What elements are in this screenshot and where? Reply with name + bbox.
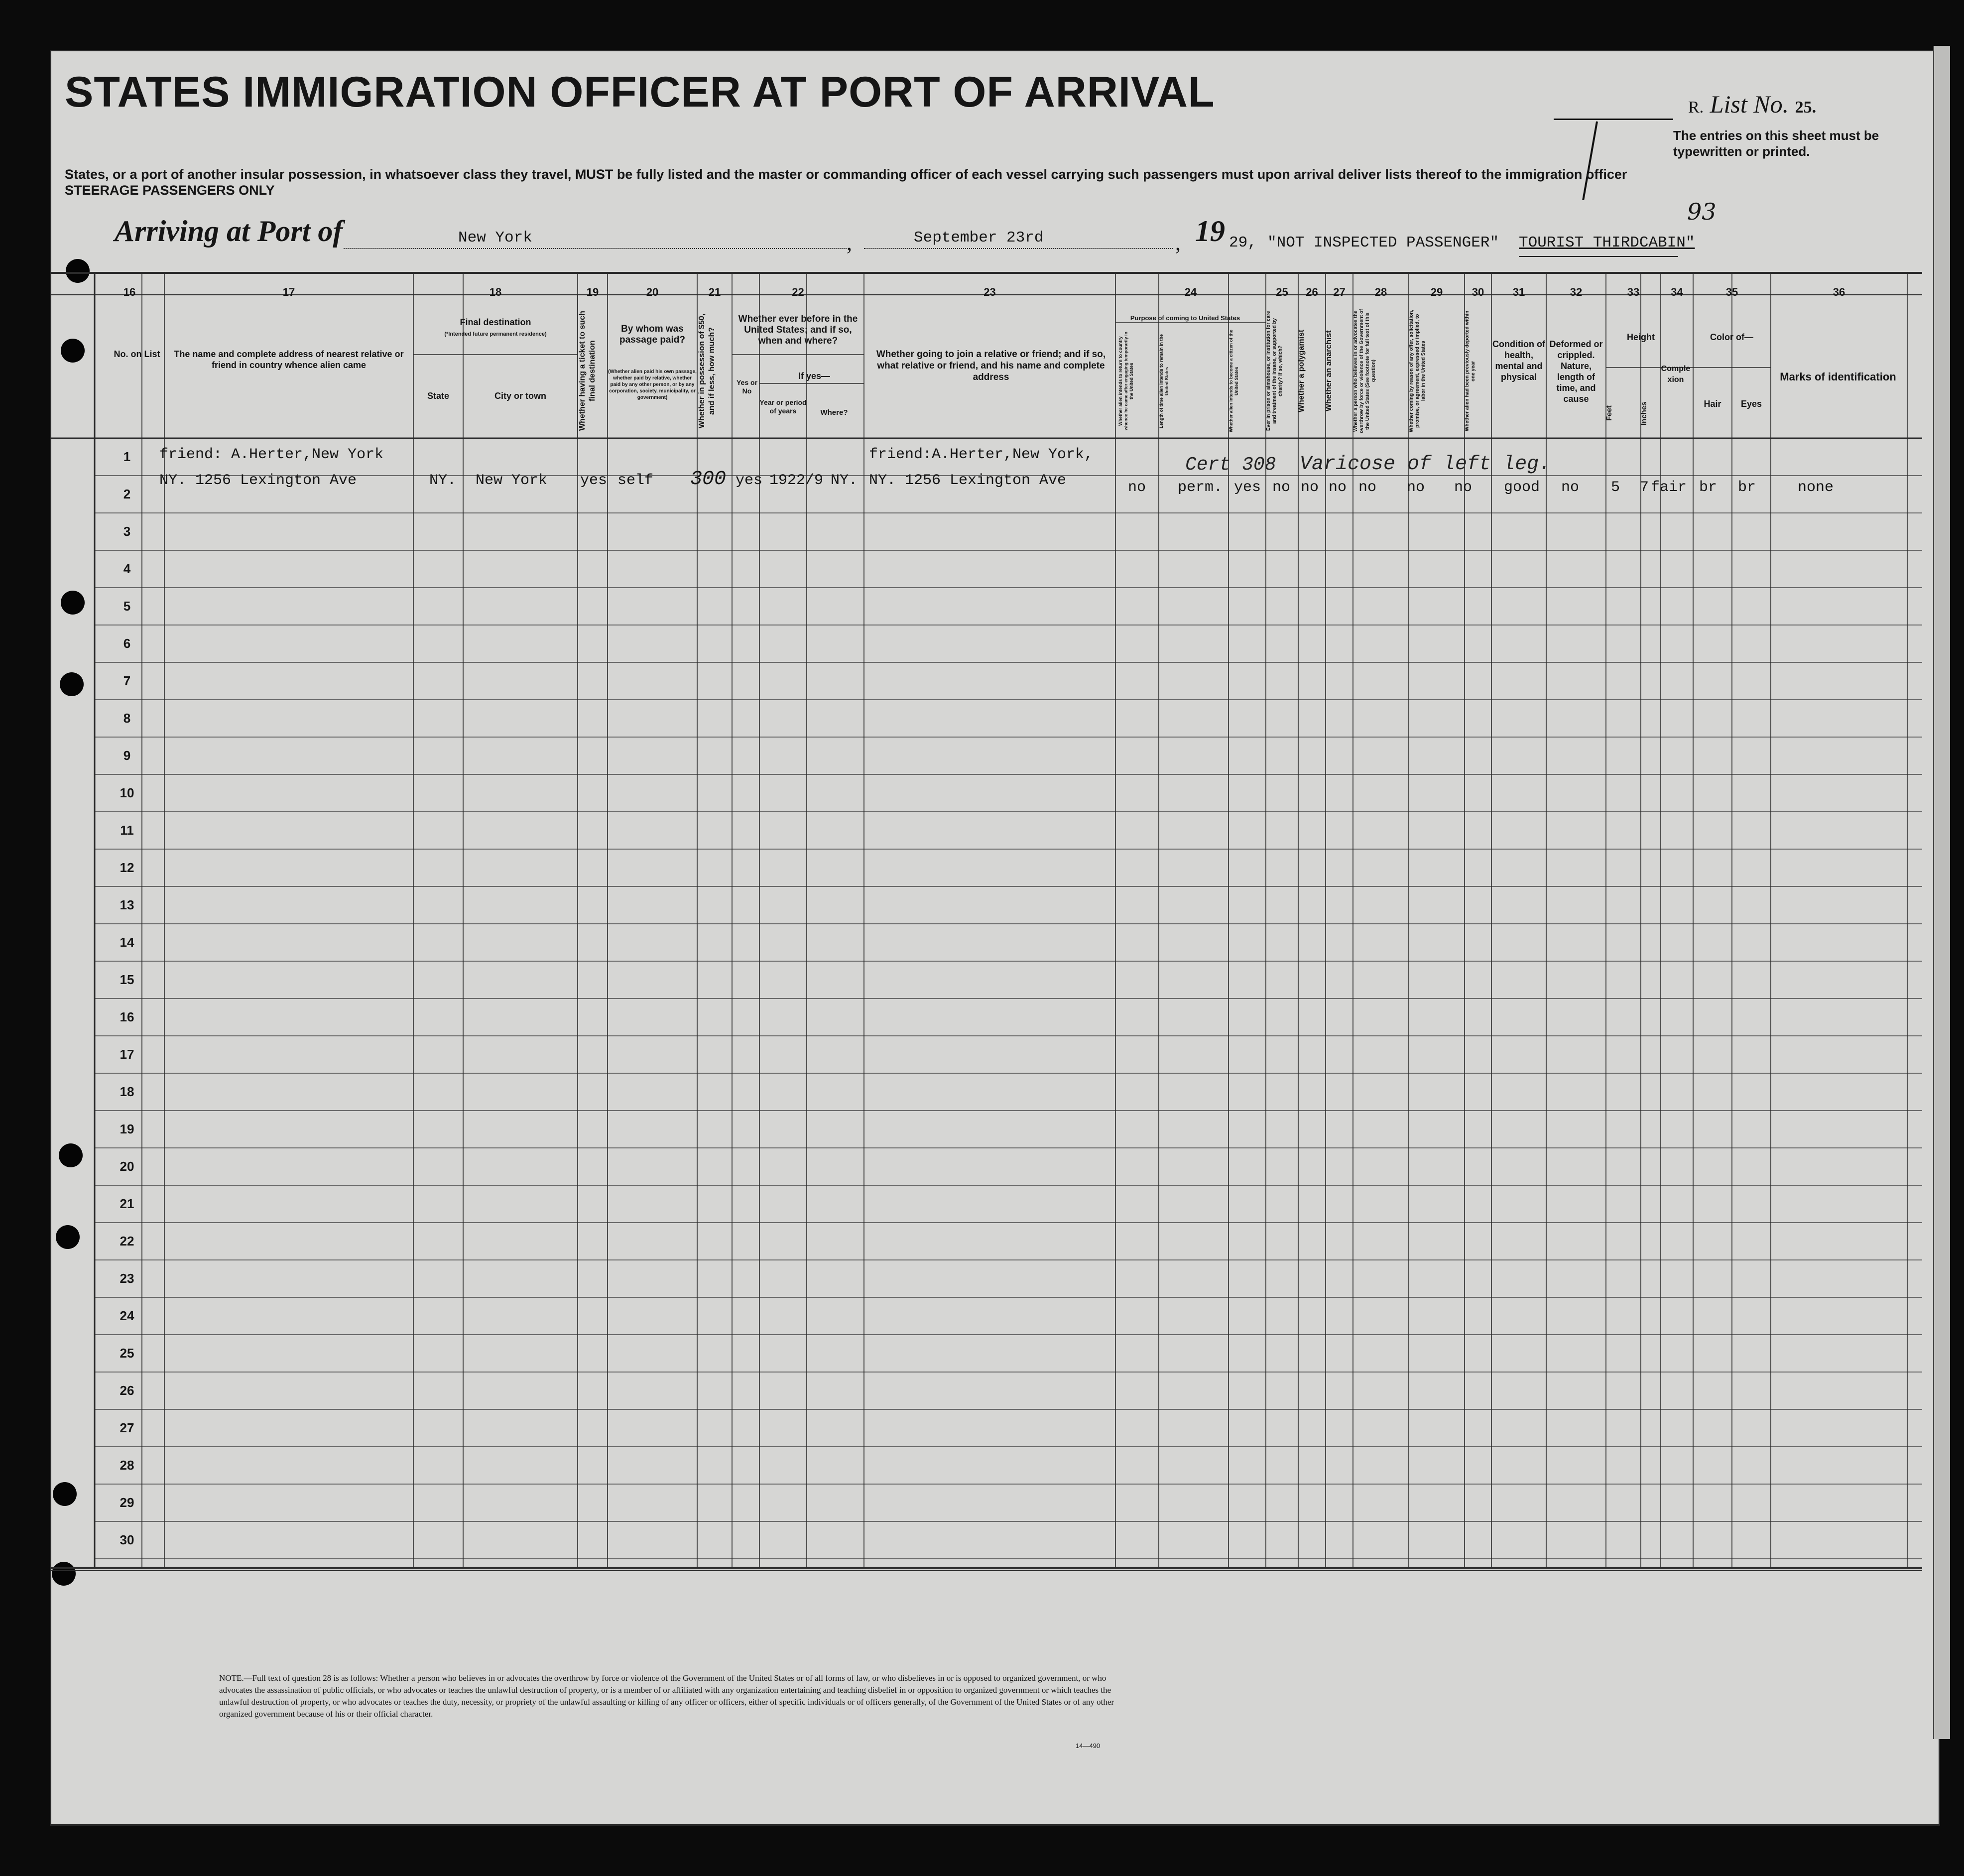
header-passage-note: (Whether alien paid his own passage, whether paid by relative, whether paid by any other person, or by any corporation, society, municipality, or government) (608, 369, 697, 400)
header-health: Condition of health, mental and physical (1492, 339, 1545, 382)
year-prefix: 19 (1195, 215, 1225, 248)
header-color-of: Color of— (1710, 332, 1753, 342)
entry-join-line2: NY. 1256 Lexington Ave (869, 472, 1067, 489)
row-number: 10 (120, 785, 134, 800)
entry-money: 300 (690, 468, 727, 491)
row-number: 11 (120, 823, 134, 838)
entry-complexion: fair (1651, 479, 1687, 496)
entry-health: good (1504, 479, 1540, 496)
entry-eyes: br (1738, 479, 1756, 496)
footnote: NOTE.—Full text of question 28 is as follows: Whether a person who believes in or advocates the overthrow by force or violence of the Government of the United States or of all forms of law, or who disbelieves in or is opposed to organized government, or who advocates the assassination of public officials, or who advocates or teaches the unlawful destruction of property, or is a member of or affiliated with any organization entertaining and teaching disbelief in or opposition to organized government or which teaches the unlawful destruction of property, or who advocates or teaches the duty, necessity, or propriety of the unlawful assaulting or killing of any officer or officers, either of specific individuals or of officers generally, of the Government of the United States or of any other organized government because of his or their official character. (219, 1673, 1114, 1719)
column-number: 31 (1512, 286, 1525, 298)
column-number: 22 (792, 286, 804, 298)
header-purpose-length: Length of time alien intends to remain in the United States (1159, 334, 1169, 428)
header-state: State (427, 391, 449, 401)
list-label: List No. (1710, 90, 1789, 118)
header-deformed: Deformed or crippled. Nature, length of time, and cause (1549, 339, 1603, 404)
row-number: 3 (123, 524, 131, 539)
entry-before-yes: yes (736, 472, 763, 489)
header-height: Height (1627, 332, 1655, 342)
annotation-varicose: Varicose of left leg. (1300, 453, 1551, 476)
header-hair: Hair (1704, 399, 1721, 409)
row-number: 12 (120, 860, 134, 875)
row-number: 25 (120, 1346, 134, 1361)
column-number: 28 (1374, 286, 1387, 298)
row-number: 4 (123, 561, 131, 576)
column-number: 27 (1333, 286, 1346, 298)
row-number: 20 (120, 1159, 134, 1174)
row-number: 19 (120, 1122, 134, 1136)
column-number: 16 (123, 286, 136, 298)
row-number: 7 (123, 673, 131, 688)
entries-note: The entries on this sheet must be typewritten or printed. (1673, 128, 1879, 159)
column-number: 24 (1184, 286, 1197, 298)
entry-city: New York (476, 472, 548, 489)
header-relative-address: The name and complete address of nearest relative or friend in country whence alien came (174, 349, 404, 370)
header-if-yes: If yes— (798, 371, 831, 381)
entry-deported: no (1454, 479, 1473, 496)
header-where: Where? (820, 408, 848, 417)
header-overthrow: Whether a person who believes in or advocates the overthrow by force or violence of the Government of the United States (See footnote for full text of this question) (1353, 309, 1376, 433)
entry-anarchist: no (1329, 479, 1347, 496)
header-contract: Whether coming by reason of any offer, solicitation, promise, or agreement, expressed or implied, to labor in the United States (1409, 309, 1426, 433)
column-number: 29 (1430, 286, 1443, 298)
header-anarchist: Whether an anarchist (1325, 330, 1333, 412)
row-number: 9 (123, 748, 131, 763)
entry-feet: 5 (1611, 479, 1620, 496)
row-number: 24 (120, 1308, 134, 1323)
column-number: 17 (282, 286, 295, 298)
column-number: 33 (1627, 286, 1640, 298)
row-number: 13 (120, 897, 134, 912)
comma: , (847, 231, 852, 255)
header-eyes: Eyes (1740, 399, 1762, 409)
entry-passage: self (617, 472, 654, 489)
entry-hair: br (1699, 479, 1718, 496)
entry-ticket: yes (580, 472, 608, 489)
entry-purpose-citizen: yes (1234, 479, 1261, 496)
page-number: 93 (1687, 198, 1717, 225)
entry-relative-line1: friend: A.Herter,New York (159, 446, 384, 463)
entry-before-year: 1922/9 (769, 472, 824, 489)
column-number: 25 (1276, 286, 1288, 298)
entry-before-where: NY. (831, 472, 858, 489)
row-number: 29 (120, 1495, 134, 1510)
header-purpose: Purpose of coming to United States (1130, 314, 1240, 322)
row-number: 1 (123, 449, 131, 464)
column-number: 21 (708, 286, 721, 298)
row-number: 5 (123, 599, 131, 614)
year-suffix: 29, (1229, 234, 1257, 251)
row-number: 14 (120, 935, 134, 950)
header-prison: Ever in prison or almshouse, or institution for care and treatment of the insane, or supported by charity? If so, which? (1266, 311, 1283, 431)
entry-contract: no (1407, 479, 1425, 496)
column-number: 32 (1570, 286, 1583, 298)
header-before-us: Whether ever before in the United States; and if so, when and where? (738, 314, 858, 346)
header-final-destination-note: (*Intended future permanent residence) (444, 331, 547, 337)
form-number: 14—490 (1076, 1742, 1101, 1750)
passenger-class: TOURIST THIRDCABIN" (1519, 234, 1695, 251)
port-value: New York (458, 229, 532, 247)
row-number: 23 (120, 1271, 134, 1286)
row-number: 16 (120, 1009, 134, 1024)
header-complexion: Complexion (1661, 365, 1691, 384)
entry-relative-line2: NY. 1256 Lexington Ave (159, 472, 357, 489)
column-number: 36 (1833, 286, 1845, 298)
annotation-cert: Cert 308 (1185, 454, 1276, 476)
passenger-status: "NOT INSPECTED PASSENGER" (1267, 234, 1499, 251)
header-city: City or town (494, 391, 546, 401)
column-number: 20 (646, 286, 659, 298)
row-number: 22 (120, 1234, 134, 1249)
header-purpose-return: Whether alien intends to return to country whence he came after engaging temporarily in the United States (1118, 331, 1134, 431)
entry-state: NY. (429, 472, 457, 489)
date-value: September 23rd (914, 229, 1044, 247)
column-number: 23 (983, 286, 996, 298)
entry-prison: no (1272, 479, 1291, 496)
header-ticket: Whether having a ticket to such final destination (578, 311, 597, 431)
instructions-line1: States, or a port of another insular possession, in whatsoever class they travel, MUST be fully listed and the master or commanding officer of each vessel carrying such passengers must upon arrival deliver lists thereof to the immigration officer (65, 167, 1627, 182)
row-number: 27 (120, 1420, 134, 1435)
header-marks: Marks of identification (1780, 371, 1896, 383)
header-feet: Feet (1605, 405, 1613, 421)
entry-inches: 7 (1640, 479, 1649, 496)
header-deported: Whether alien had been previously deported within one year (1465, 310, 1476, 432)
column-number: 26 (1306, 286, 1318, 298)
row-number: 8 (123, 711, 131, 726)
entry-purpose-length: perm. (1178, 479, 1223, 496)
column-number: 18 (489, 286, 502, 298)
entry-polygamist: no (1301, 479, 1319, 496)
entry-deformed: no (1561, 479, 1580, 496)
arriving-label: Arriving at Port of (115, 215, 343, 248)
entry-overthrow: no (1358, 479, 1377, 496)
column-number: 34 (1671, 286, 1683, 298)
entry-join-line1: friend:A.Herter,New York, (869, 446, 1094, 463)
row-number: 30 (120, 1532, 134, 1547)
entry-marks: none (1798, 479, 1834, 496)
column-number: 35 (1725, 286, 1738, 298)
header-year-period: Year or period of years (759, 398, 807, 415)
header-join-relative: Whether going to join a relative or friend; and if so, what relative or friend, and his name and complete address (876, 349, 1106, 382)
header-inches: Inches (1640, 401, 1648, 425)
instructions-line2: STEERAGE PASSENGERS ONLY (65, 183, 275, 198)
row-number: 26 (120, 1383, 134, 1398)
row-number: 21 (120, 1196, 134, 1211)
page-title: STATES IMMIGRATION OFFICER AT PORT OF ARRIVAL (65, 68, 1215, 116)
column-number: 19 (586, 286, 599, 298)
list-prefix: R. (1688, 98, 1704, 117)
row-number: 6 (123, 636, 131, 651)
list-number-value: 25. (1795, 98, 1817, 117)
row-number: 28 (120, 1458, 134, 1473)
column-number: 30 (1472, 286, 1484, 298)
row-number: 15 (120, 972, 134, 987)
header-passage-paid: By whom was passage paid? (619, 324, 685, 345)
entry-purpose-return: no (1128, 479, 1146, 496)
row-number: 2 (123, 487, 131, 501)
header-yes-no: Yes or No (736, 378, 758, 395)
header-no-on-list: No. on List (114, 349, 160, 359)
header-final-destination: Final destination (460, 317, 531, 327)
header-money: Whether in possession of $50, and if less, how much? (698, 313, 716, 429)
header-purpose-citizen: Whether alien intends to become a citizen of the United States (1228, 329, 1239, 433)
comma-2: , (1175, 231, 1181, 255)
header-polygamist: Whether a polygamist (1297, 329, 1306, 413)
row-number: 17 (120, 1047, 134, 1062)
row-number: 18 (120, 1084, 134, 1099)
